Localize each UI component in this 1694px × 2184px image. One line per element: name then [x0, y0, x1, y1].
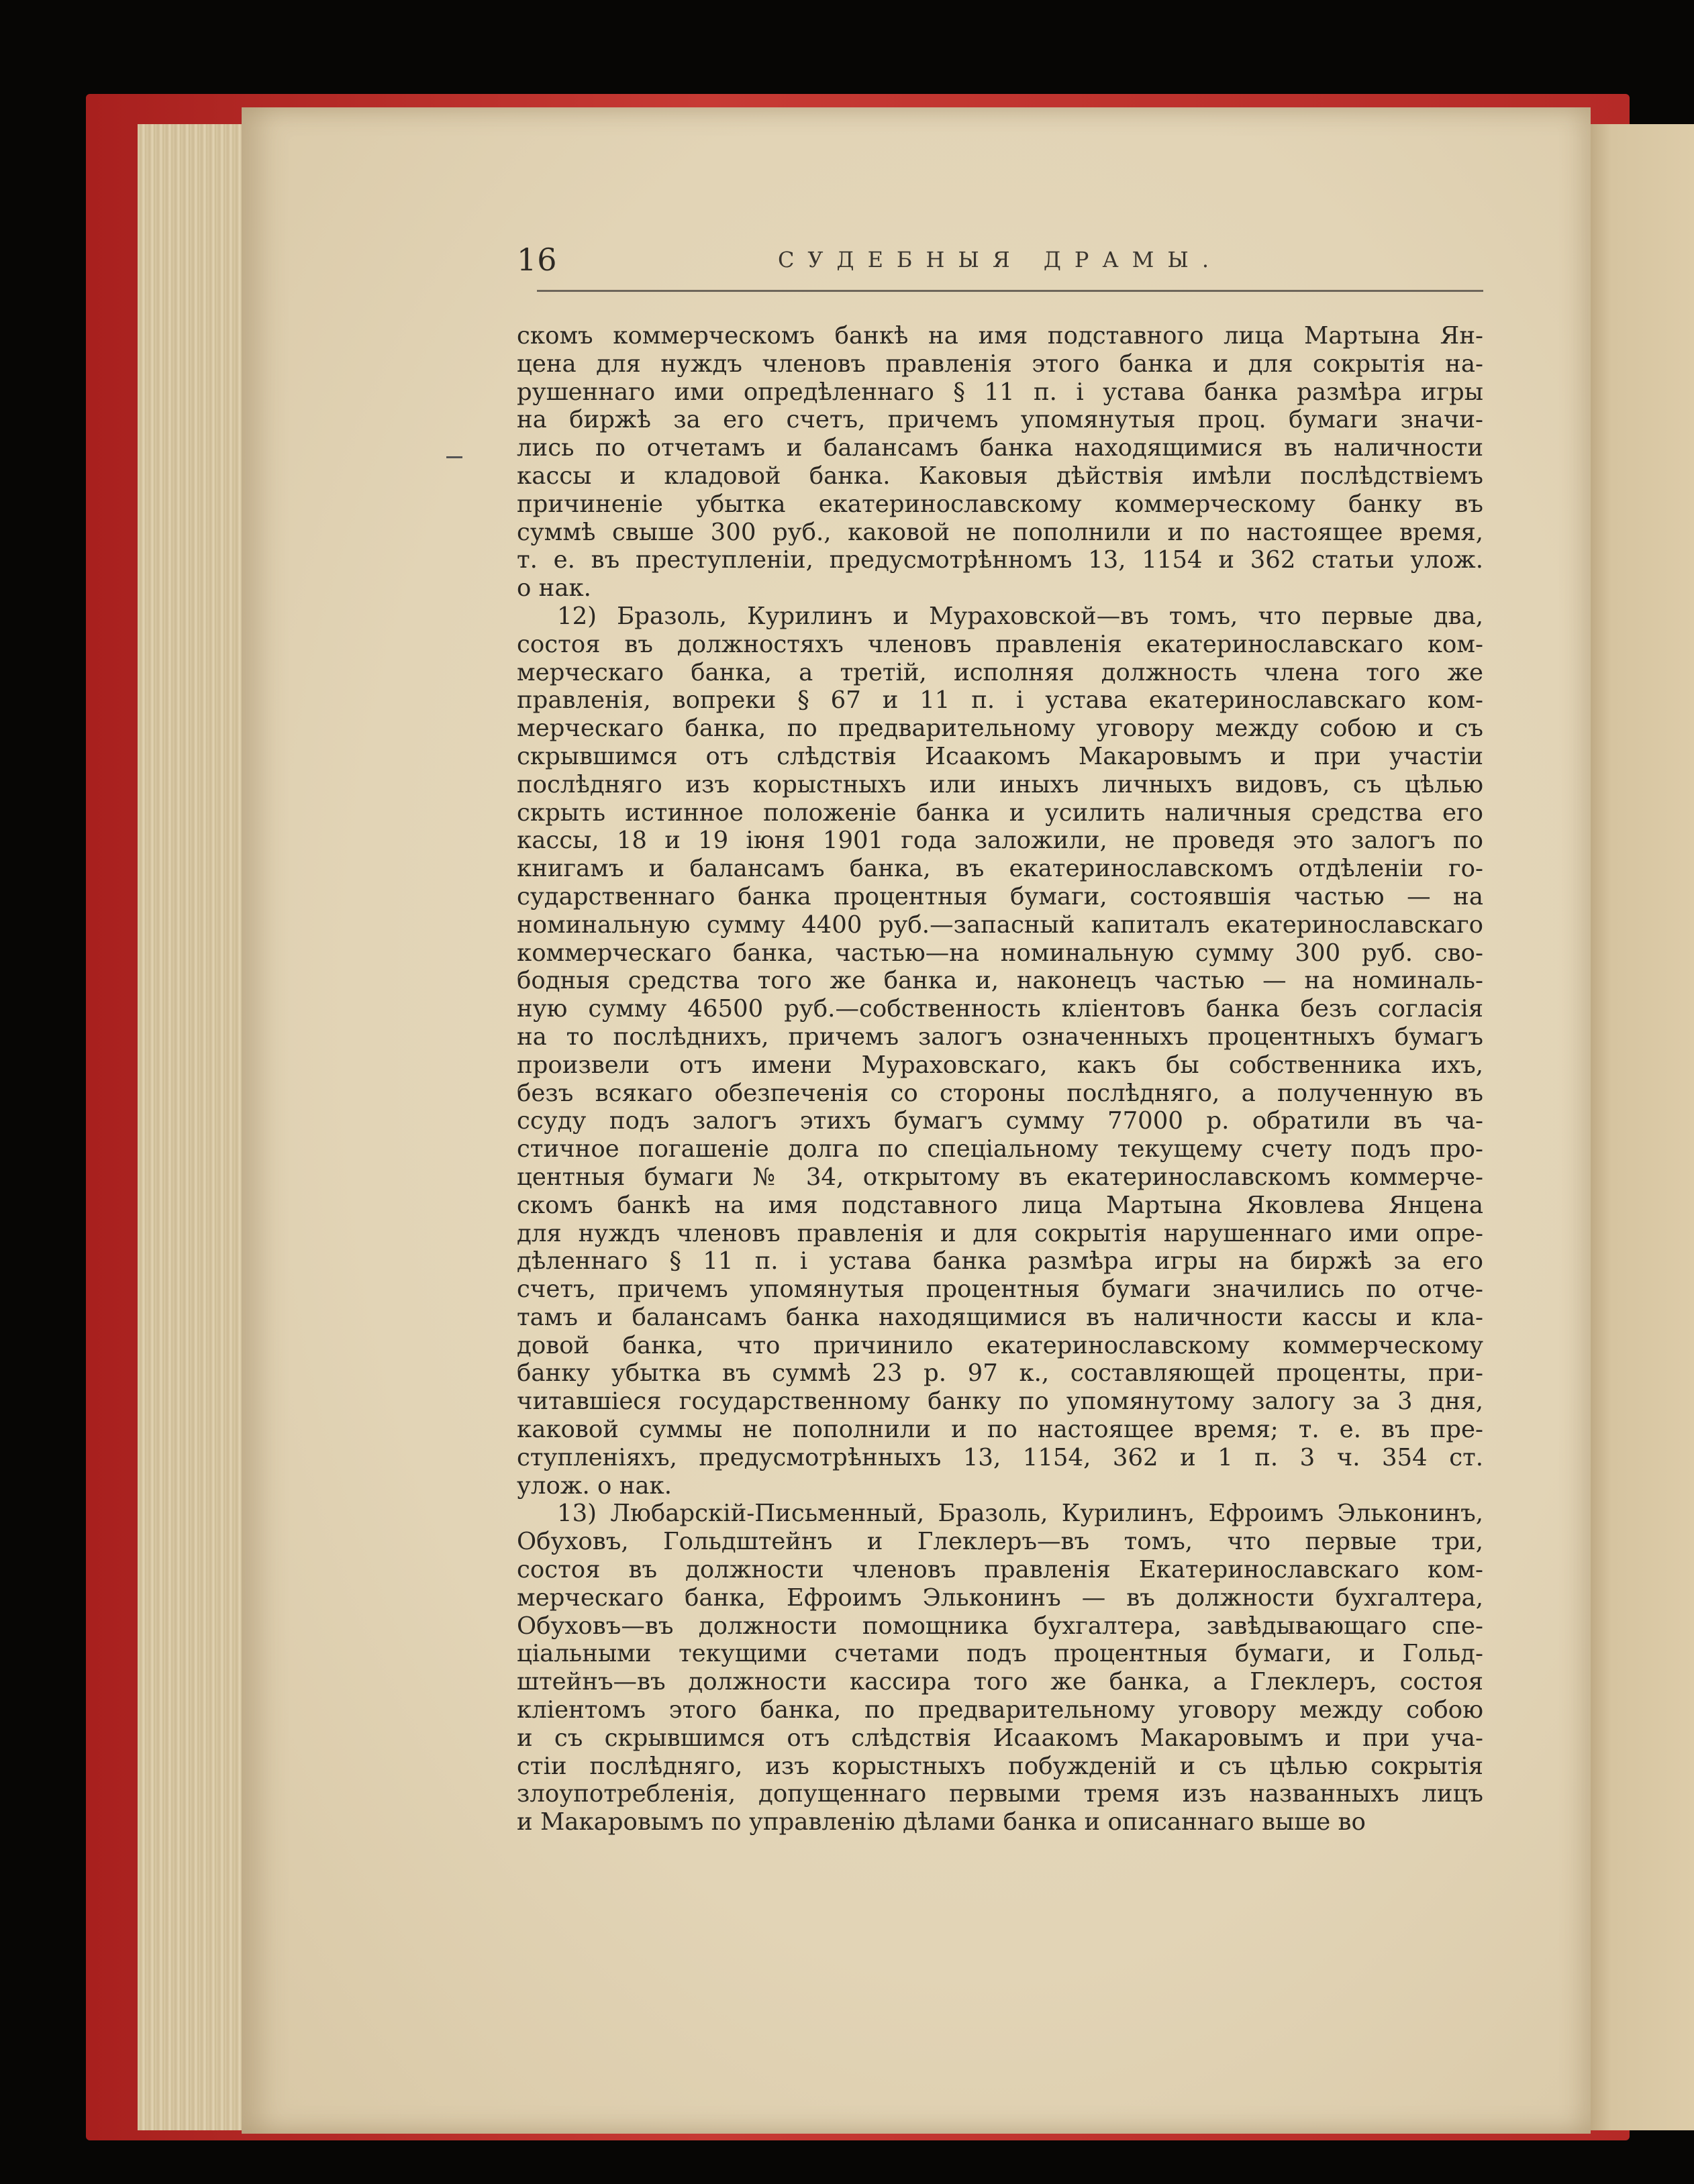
text-line: скомъ банкѣ на имя подставного лица Мартына Яковлева Янцена: [517, 1191, 1483, 1219]
text-line: правленія, вопреки § 67 и 11 п. і устава екатеринославскаго ком-: [517, 686, 1483, 715]
text-line: состоя въ должностяхъ членовъ правленія екатеринославскаго ком-: [517, 630, 1483, 658]
text-line: состоя въ должности членовъ правленія Екатеринославскаго ком-: [517, 1556, 1483, 1584]
text-line: кліентомъ этого банка, по предварительному уговору между собою: [517, 1696, 1483, 1724]
page-edges: [138, 124, 258, 2130]
text-line: кассы, 18 и 19 іюня 1901 года заложили, не проведя это залогъ по: [517, 827, 1483, 855]
text-line: каковой суммы не пополнили и по настоящее время; т. е. въ пре-: [517, 1416, 1483, 1444]
text-line: Обуховъ—въ должности помощника бухгалтера, завѣдывающаго спе-: [517, 1612, 1483, 1640]
text-line: мерческаго банка, а третій, исполняя должность члена того же: [517, 658, 1483, 686]
text-line: коммерческаго банка, частью—на номинальную сумму 300 руб. сво-: [517, 939, 1483, 967]
header-rule: [537, 290, 1483, 292]
text-line: ную сумму 46500 руб.—собственность кліентовъ банка безъ согласія: [517, 995, 1483, 1023]
page-header: [517, 242, 1483, 282]
text-line: скрывшимся отъ слѣдствія Исаакомъ Макаровымъ и при участіи: [517, 742, 1483, 770]
text-line: счетъ, причемъ упомянутыя процентныя бумаги значились по отче-: [517, 1276, 1483, 1304]
text-line: злоупотребленія, допущеннаго первыми тремя изъ названныхъ лицъ: [517, 1780, 1483, 1808]
text-line: послѣдняго изъ корыстныхъ или иныхъ личныхъ видовъ, съ цѣлью: [517, 770, 1483, 798]
page-number: 16: [517, 242, 558, 278]
text-line: банку убытка въ суммѣ 23 р. 97 к., составляющей проценты, при-: [517, 1359, 1483, 1388]
text-line: штейнъ—въ должности кассира того же банка, а Глеклеръ, состоя: [517, 1668, 1483, 1696]
text-line: ссуду подъ залогъ этихъ бумагъ сумму 77000 р. обратили въ ча-: [517, 1107, 1483, 1135]
text-line: мерческаго банка, Ефроимъ Эльконинъ — въ должности бухгалтера,: [517, 1583, 1483, 1612]
text-line: довой банка, что причинило екатеринославскому коммерческому: [517, 1331, 1483, 1359]
text-line: кассы и кладовой банка. Каковыя дѣйствія имѣли послѣдствіемъ: [517, 462, 1483, 490]
text-line: ступленіяхъ, предусмотрѣнныхъ 13, 1154, 362 и 1 п. 3 ч. 354 ст.: [517, 1443, 1483, 1471]
text-line: дѣленнаго § 11 п. і устава банка размѣра игры на биржѣ за его: [517, 1247, 1483, 1276]
text-line: улож. о нак.: [517, 1471, 672, 1500]
text-line: цена для нуждъ членовъ правленія этого банка и для сокрытія на-: [517, 350, 1483, 378]
text-line: и съ скрывшимся отъ слѣдствія Исаакомъ Макаровымъ и при уча-: [517, 1724, 1483, 1752]
text-line: читавшіеся государственному банку по упомянутому залогу за 3 дня,: [517, 1388, 1483, 1416]
text-line: книгамъ и балансамъ банка, въ екатеринославскомъ отдѣленіи го-: [517, 855, 1483, 883]
text-line: тамъ и балансамъ банка находящимися въ наличности кассы и кла-: [517, 1303, 1483, 1331]
text-line: бодныя средства того же банка и, наконецъ частью — на номиналь-: [517, 967, 1483, 995]
text-line: о нак.: [517, 574, 591, 603]
text-line: мерческаго банка, по предварительному уговору между собою и съ: [517, 715, 1483, 743]
text-line: ціальными текущими счетами подъ процентныя бумаги, и Гольд-: [517, 1640, 1483, 1668]
text-line: для нуждъ членовъ правленія и для сокрытія нарушеннаго ими опре-: [517, 1219, 1483, 1247]
text-line: на то послѣднихъ, причемъ залогъ означенныхъ процентныхъ бумагъ: [517, 1023, 1483, 1051]
text-line: сударственнаго банка процентныя бумаги, состоявшія частью — на: [517, 882, 1483, 911]
text-line: стіи послѣдняго, изъ корыстныхъ побужденій и съ цѣлью сокрытія: [517, 1752, 1483, 1780]
running-title: СУДЕБНЫЯ ДРАМЫ.: [777, 247, 1223, 272]
text-line: Обуховъ, Гольдштейнъ и Глеклеръ—въ томъ, что первые три,: [517, 1528, 1483, 1556]
text-line: на биржѣ за его счетъ, причемъ упомянутыя проц. бумаги значи-: [517, 406, 1483, 434]
text-line: 12) Бразоль, Курилинъ и Мураховской—въ томъ, что первые два,: [557, 602, 1483, 630]
text-line: причиненіе убытка екатеринославскому коммерческому банку въ: [517, 490, 1483, 518]
text-line: 13) Любарскій-Письменный, Бразоль, Курилинъ, Ефроимъ Эльконинъ,: [557, 1500, 1483, 1528]
text-line: произвели отъ имени Мураховскаго, какъ бы собственника ихъ,: [517, 1051, 1483, 1079]
text-line: рушеннаго ими опредѣленнаго § 11 п. і устава банка размѣра игры: [517, 378, 1483, 406]
text-line: скрыть истинное положеніе банка и усилить наличныя средства его: [517, 798, 1483, 827]
text-line: центныя бумаги № 34, открытому въ екатеринославскомъ коммерче-: [517, 1163, 1483, 1191]
facing-page-edge: [1584, 124, 1694, 2130]
text-line: суммѣ свыше 300 руб., каковой не пополнили и по настоящее время,: [517, 518, 1483, 546]
text-line: безъ всякаго обезпеченія со стороны послѣдняго, а полученную въ: [517, 1079, 1483, 1107]
text-line: и Макаровымъ по управленію дѣлами банка и описаннаго выше во: [517, 1808, 1366, 1836]
margin-mark: [446, 456, 462, 458]
text-line: т. е. въ преступленіи, предусмотрѣнномъ 13, 1154 и 362 статьи улож.: [517, 546, 1483, 574]
text-line: скомъ коммерческомъ банкѣ на имя подставного лица Мартына Ян-: [517, 322, 1483, 350]
text-line: стичное погашеніе долга по спеціальному текущему счету подъ про-: [517, 1135, 1483, 1163]
text-line: лись по отчетамъ и балансамъ банка находящимися въ наличности: [517, 434, 1483, 462]
text-line: номинальную сумму 4400 руб.—запасный капиталъ екатеринославскаго: [517, 911, 1483, 939]
body-text: [517, 322, 1483, 1836]
